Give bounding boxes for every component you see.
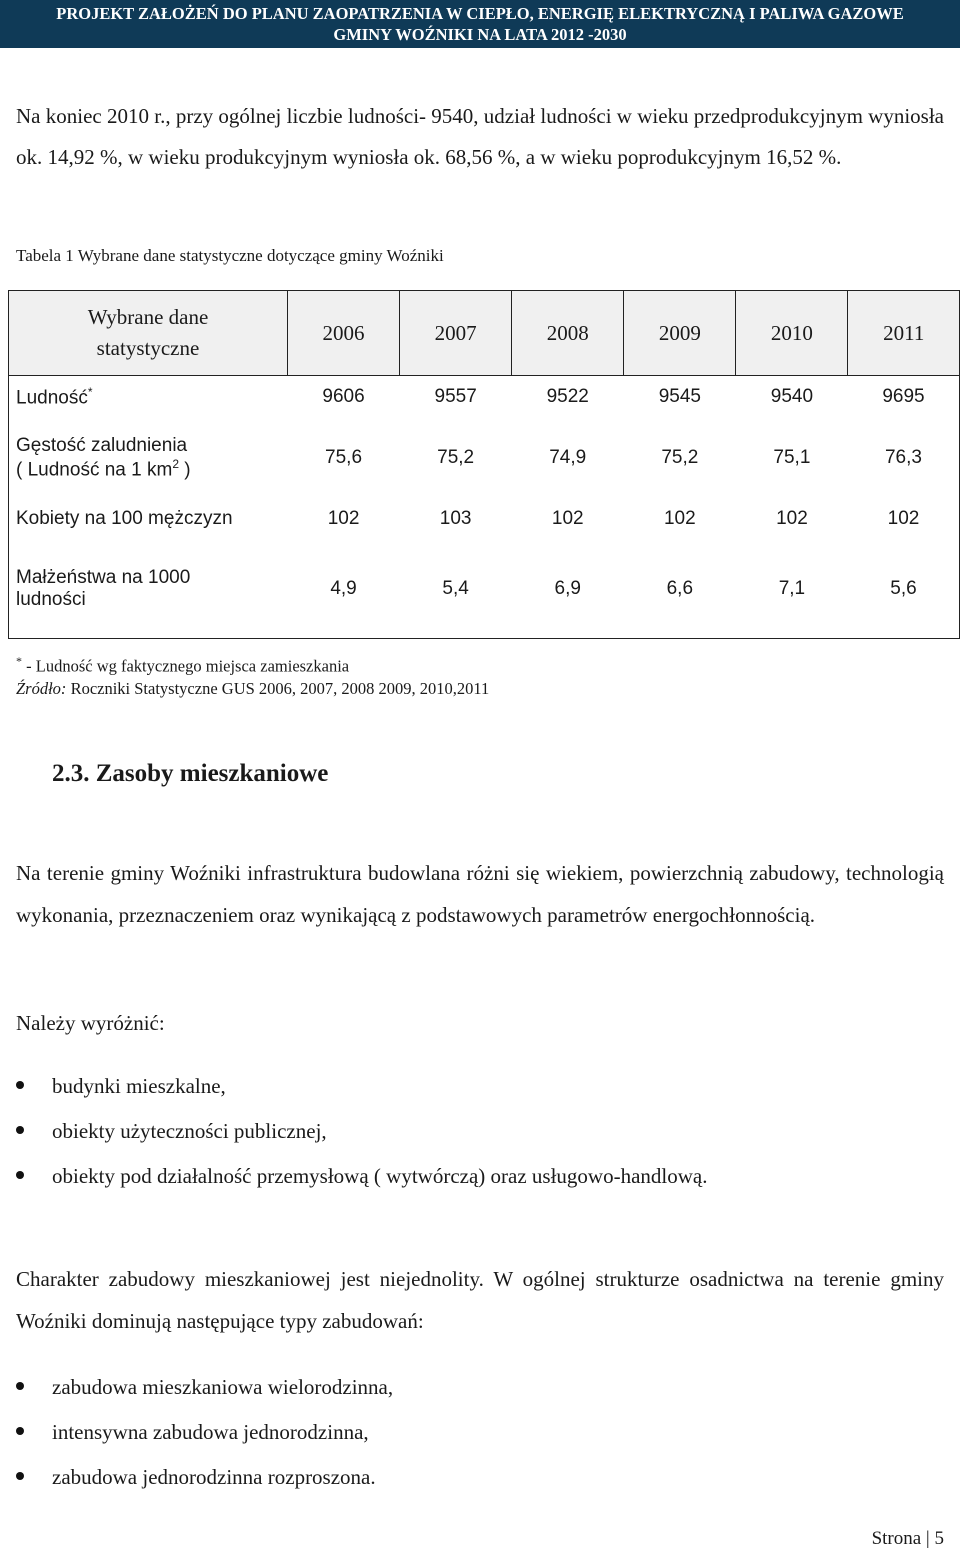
table-cell: 6,9 bbox=[512, 540, 624, 639]
bullet-icon bbox=[16, 1472, 24, 1480]
list-item bbox=[16, 1156, 707, 1201]
table-cell: 102 bbox=[327, 508, 360, 529]
header-line-1: PROJEKT ZAŁOŻEŃ DO PLANU ZAOPATRZENIA W CIEPŁO, ENERGIĘ ELEKTRYCZNĄ I PALIWA GAZOWE bbox=[56, 4, 904, 23]
table-cell: 5,4 bbox=[400, 540, 512, 639]
row-label-text: Ludność bbox=[16, 387, 88, 409]
table-cell: 9545 bbox=[658, 386, 701, 407]
intro-paragraph: Na koniec 2010 r., przy ogólnej liczbie ludności- 9540, udział ludności w wieku przedprodukcyjnym wyniosła ok. 14,92 %, w wieku produkcyjnym wyniosła ok. 68,56 %, a w wieku poprodukcyjnym 16,52 %. bbox=[16, 104, 944, 169]
list-item-text: zabudowa mieszkaniowa wielorodzinna, bbox=[52, 1375, 394, 1399]
row-label-end: ) bbox=[179, 459, 191, 481]
table-row bbox=[9, 376, 960, 419]
table-cell: 4,9 bbox=[288, 540, 400, 639]
table-row bbox=[9, 498, 960, 540]
list-item bbox=[16, 1066, 707, 1111]
table-cell: 9557 bbox=[434, 386, 477, 407]
bullet-icon bbox=[16, 1081, 24, 1089]
row-label-text-2 bbox=[16, 457, 288, 481]
table-row bbox=[9, 418, 960, 498]
list-item-text: intensywna zabudowa jednorodzinna, bbox=[52, 1420, 369, 1444]
row-label-sup: 2 bbox=[172, 456, 179, 471]
table-cell: 74,9 bbox=[549, 447, 587, 468]
source-line bbox=[16, 678, 489, 700]
table-cell: 102 bbox=[776, 508, 808, 529]
bullet-icon bbox=[16, 1171, 24, 1179]
row-label: Kobiety na 100 mężczyzn bbox=[9, 498, 288, 540]
table-cell: 103 bbox=[439, 508, 472, 529]
list-item-text: obiekty użyteczności publicznej, bbox=[52, 1119, 327, 1143]
row-label-text-2: ludności bbox=[16, 589, 86, 610]
table-cell: 102 bbox=[663, 508, 696, 529]
distinguish-paragraph: Należy wyróżnić: bbox=[16, 1011, 165, 1035]
year-header: 2009 bbox=[624, 291, 736, 376]
source-text: Roczniki Statystyczne GUS 2006, 2007, 2008 2009, 2010,2011 bbox=[66, 678, 490, 698]
page-number: Strona | 5 bbox=[871, 1528, 944, 1549]
footnote-text: - Ludność wg faktycznego miejsca zamieszkania bbox=[22, 656, 350, 676]
row-label-sup: * bbox=[87, 384, 93, 399]
list-item bbox=[16, 1367, 393, 1412]
year-header: 2011 bbox=[848, 291, 960, 376]
list-item-text: obiekty pod działalność przemysłową ( wytwórczą) oraz usługowo-handlową. bbox=[52, 1164, 708, 1188]
table-cell: 102 bbox=[551, 508, 584, 529]
table-caption: Tabela 1 Wybrane dane statystyczne dotyczące gminy Woźniki bbox=[16, 246, 444, 265]
bullet-icon bbox=[16, 1126, 24, 1134]
source-label: Źródło: bbox=[16, 678, 67, 698]
table-cell: 75,2 bbox=[437, 447, 475, 468]
year-header: 2007 bbox=[400, 291, 512, 376]
table-cell: 9522 bbox=[546, 386, 589, 407]
list-item-text: budynki mieszkalne, bbox=[52, 1074, 226, 1098]
row-label bbox=[9, 418, 288, 498]
row-label bbox=[9, 540, 288, 639]
list-item-text: zabudowa jednorodzinna rozproszona. bbox=[52, 1465, 376, 1489]
table-header-row bbox=[9, 291, 960, 376]
list-item bbox=[16, 1457, 393, 1502]
table-cell: 9540 bbox=[770, 386, 814, 407]
table-cell: 7,1 bbox=[736, 540, 848, 639]
list-item bbox=[16, 1412, 393, 1457]
document-header bbox=[0, 0, 960, 48]
year-header: 2010 bbox=[736, 291, 848, 376]
table-cell: 102 bbox=[848, 498, 960, 540]
table-cell: 5,6 bbox=[848, 540, 960, 639]
table-cell: 75,1 bbox=[773, 447, 811, 468]
row-label-text: Małżeństwa na 1000 bbox=[16, 567, 191, 588]
year-header: 2008 bbox=[512, 291, 624, 376]
table-cell: 9695 bbox=[848, 376, 960, 419]
bullet-icon bbox=[16, 1382, 24, 1390]
header-label-line-2: statystyczne bbox=[96, 336, 200, 360]
header-label-line-1: Wybrane dane bbox=[87, 305, 209, 329]
table-cell: 75,6 bbox=[325, 447, 363, 468]
header-line-2: GMINY WOŹNIKI NA LATA 2012 -2030 bbox=[333, 25, 627, 44]
section-heading: 2.3. Zasoby mieszkaniowe bbox=[52, 760, 329, 787]
statistics-table bbox=[8, 290, 960, 639]
table-cell: 9606 bbox=[322, 386, 365, 407]
list-item bbox=[16, 1111, 707, 1156]
table-footnote bbox=[16, 650, 489, 700]
infrastructure-paragraph: Na terenie gminy Woźniki infrastruktura budowlana różni się wiekiem, powierzchnią zabudowy, technologią wykonania, przeznaczeniem oraz wynikającą z podstawowych parametrów energochłonnością. bbox=[16, 861, 944, 927]
table-cell: 6,6 bbox=[624, 540, 736, 639]
footnote-sup: * bbox=[16, 654, 22, 668]
footnote-line bbox=[16, 650, 489, 678]
table-cell: 75,2 bbox=[661, 447, 699, 468]
table-header-label bbox=[9, 291, 288, 376]
row-label-text: Gęstość zaludnienia bbox=[16, 434, 188, 456]
bullet-icon bbox=[16, 1427, 24, 1435]
row-label bbox=[9, 376, 288, 419]
row-label-unit: ( Ludność na 1 km bbox=[16, 459, 173, 481]
table-row bbox=[9, 540, 960, 639]
building-types-list bbox=[16, 1066, 707, 1201]
settlement-types-list bbox=[16, 1367, 393, 1502]
table-cell: 76,3 bbox=[848, 418, 960, 498]
character-paragraph: Charakter zabudowy mieszkaniowej jest niejednolity. W ogólnej strukturze osadnictwa na terenie gminy Woźniki dominują następujące typy zabudowań: bbox=[16, 1267, 944, 1333]
year-header: 2006 bbox=[288, 291, 400, 376]
